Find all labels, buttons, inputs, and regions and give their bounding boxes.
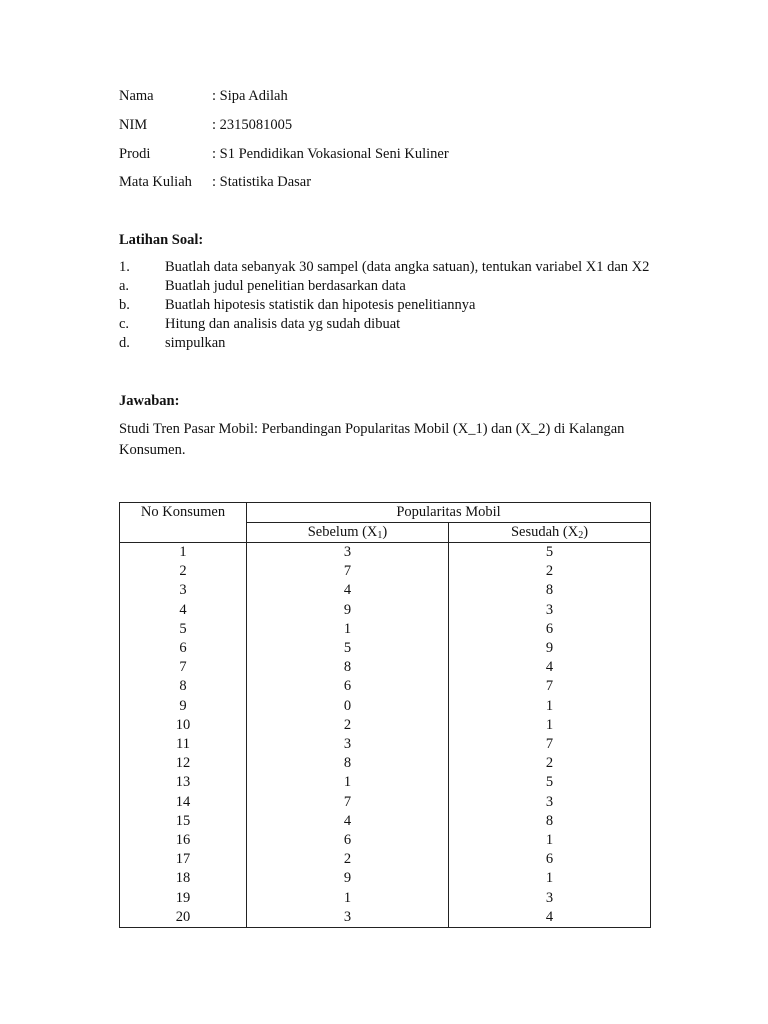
table-row [120, 639, 651, 658]
cell-no: 10 [120, 716, 247, 735]
info-key: NIM [119, 117, 148, 133]
cell-after: 3 [449, 889, 651, 908]
cell-after: 5 [449, 543, 651, 563]
cell-after: 1 [449, 697, 651, 716]
cell-no: 3 [120, 581, 247, 600]
cell-no: 13 [120, 773, 247, 792]
cell-after: 1 [449, 869, 651, 888]
cell-before: 9 [247, 601, 449, 620]
cell-no: 9 [120, 697, 247, 716]
column-header-after-label: Sesudah (X [510, 524, 579, 540]
close-paren: ) [382, 524, 388, 540]
data-table [119, 502, 651, 928]
cell-after: 7 [449, 677, 651, 696]
table-row [120, 735, 651, 754]
cell-before: 8 [247, 754, 449, 773]
cell-no: 5 [120, 620, 247, 639]
cell-after: 2 [449, 562, 651, 581]
table-row [120, 581, 651, 600]
column-header-no: No Konsumen [120, 503, 247, 543]
info-value: : Sipa Adilah [212, 88, 288, 104]
cell-no: 16 [120, 831, 247, 850]
cell-after: 8 [449, 812, 651, 831]
cell-no: 19 [120, 889, 247, 908]
table-body [120, 543, 651, 928]
cell-after: 6 [449, 850, 651, 869]
cell-after: 7 [449, 735, 651, 754]
exercise-item-number: c. [119, 316, 130, 332]
cell-before: 4 [247, 581, 449, 600]
answer-heading: Jawaban: [119, 393, 180, 409]
exercise-item-number: b. [119, 297, 130, 313]
cell-no: 8 [120, 677, 247, 696]
subscript: 1 [377, 530, 383, 541]
cell-before: 7 [247, 793, 449, 812]
info-value: : 2315081005 [212, 117, 293, 133]
cell-no: 18 [120, 869, 247, 888]
cell-no: 11 [120, 735, 247, 754]
cell-after: 2 [449, 754, 651, 773]
table-row [120, 831, 651, 850]
info-key: Prodi [119, 146, 151, 162]
table-row [120, 850, 651, 869]
subscript: 2 [578, 530, 584, 541]
cell-before: 2 [247, 850, 449, 869]
cell-after: 8 [449, 581, 651, 600]
cell-after: 9 [449, 639, 651, 658]
cell-after: 4 [449, 658, 651, 677]
cell-after: 1 [449, 831, 651, 850]
cell-no: 14 [120, 793, 247, 812]
table-row [120, 677, 651, 696]
cell-after: 3 [449, 793, 651, 812]
cell-before: 6 [247, 677, 449, 696]
cell-no: 20 [120, 908, 247, 928]
cell-before: 9 [247, 869, 449, 888]
table-row [120, 697, 651, 716]
cell-before: 0 [247, 697, 449, 716]
table-row [120, 601, 651, 620]
cell-before: 3 [247, 908, 449, 928]
exercise-item-text: Buatlah hipotesis statistik dan hipotesis penelitiannya [165, 297, 476, 313]
cell-before: 1 [247, 773, 449, 792]
column-header-before [247, 523, 449, 543]
table-row [120, 869, 651, 888]
cell-before: 3 [247, 543, 449, 563]
exercise-heading: Latihan Soal: [119, 232, 204, 248]
table-row [120, 543, 651, 563]
cell-before: 2 [247, 716, 449, 735]
cell-before: 3 [247, 735, 449, 754]
exercise-item-number: a. [119, 278, 130, 294]
close-paren: ) [583, 524, 589, 540]
table-row [120, 889, 651, 908]
table-row [120, 908, 651, 928]
exercise-item-number: 1. [119, 259, 130, 275]
exercise-item-text: Buatlah data sebanyak 30 sampel (data angka satuan), tentukan variabel X1 dan X2 [165, 259, 650, 275]
exercise-item-number: d. [119, 335, 130, 351]
table-row [120, 716, 651, 735]
exercise-item-text: simpulkan [165, 335, 226, 351]
cell-no: 17 [120, 850, 247, 869]
cell-before: 5 [247, 639, 449, 658]
cell-no: 15 [120, 812, 247, 831]
cell-before: 4 [247, 812, 449, 831]
info-value: : Statistika Dasar [212, 174, 312, 190]
exercise-item-text: Hitung dan analisis data yg sudah dibuat [165, 316, 401, 332]
research-title: Studi Tren Pasar Mobil: Perbandingan Popularitas Mobil (X_1) dan (X_2) di Kalangan Konsumen. [119, 421, 625, 458]
cell-after: 1 [449, 716, 651, 735]
table-row [120, 620, 651, 639]
cell-before: 1 [247, 889, 449, 908]
table-row [120, 562, 651, 581]
cell-before: 8 [247, 658, 449, 677]
table-row [120, 754, 651, 773]
cell-no: 2 [120, 562, 247, 581]
info-value: : S1 Pendidikan Vokasional Seni Kuliner [212, 146, 449, 162]
table-row [120, 793, 651, 812]
cell-no: 6 [120, 639, 247, 658]
cell-before: 1 [247, 620, 449, 639]
cell-before: 6 [247, 831, 449, 850]
cell-no: 7 [120, 658, 247, 677]
cell-no: 1 [120, 543, 247, 563]
table-row [120, 812, 651, 831]
cell-after: 4 [449, 908, 651, 928]
column-header-after [449, 523, 651, 543]
cell-no: 4 [120, 601, 247, 620]
column-group-header: Popularitas Mobil [247, 503, 651, 523]
column-header-before-label: Sebelum (X [307, 524, 378, 540]
table-header-row [120, 503, 651, 523]
cell-after: 3 [449, 601, 651, 620]
cell-before: 7 [247, 562, 449, 581]
cell-after: 5 [449, 773, 651, 792]
table-row [120, 658, 651, 677]
table-row [120, 773, 651, 792]
info-key: Mata Kuliah [119, 174, 192, 190]
cell-no: 12 [120, 754, 247, 773]
exercise-item-text: Buatlah judul penelitian berdasarkan data [165, 278, 406, 294]
cell-after: 6 [449, 620, 651, 639]
info-key: Nama [119, 88, 154, 104]
